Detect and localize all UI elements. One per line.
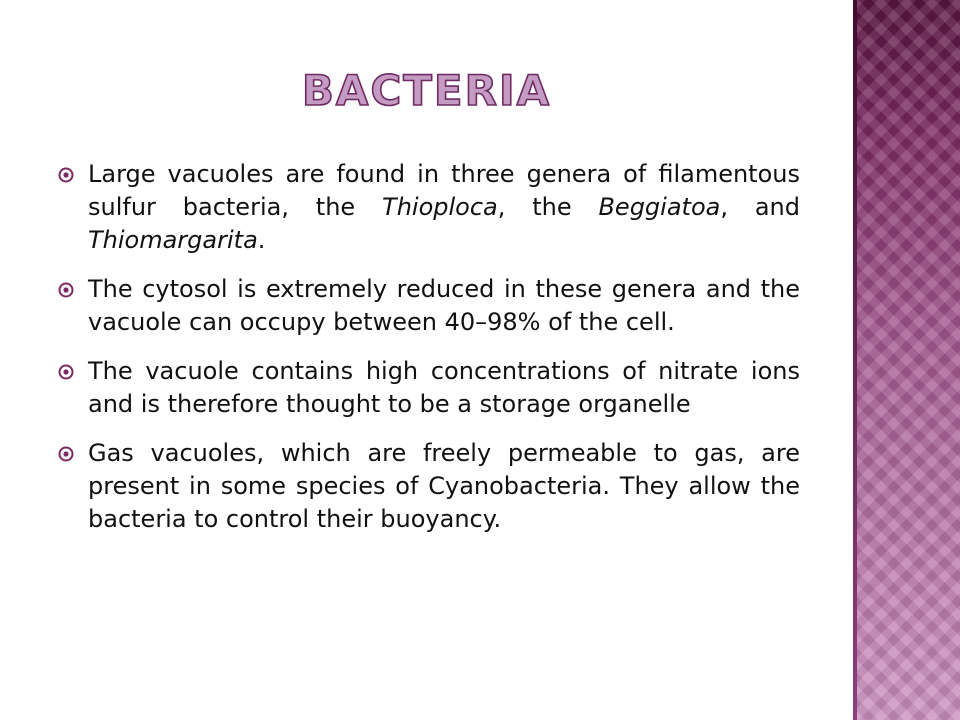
bullet-text: The cytosol is extremely reduced in these genera and the vacuole can occupy between 40–98% of the cell. <box>88 275 800 336</box>
bullet-italic-text: Thioploca <box>382 193 498 221</box>
bullet-text: , and <box>720 193 800 221</box>
bullet-item <box>58 437 800 536</box>
bullet-item <box>58 273 800 339</box>
bullet-text: The vacuole contains high concentrations of nitrate ions and is therefore thought to be a storage organelle <box>88 357 800 418</box>
slide-title: BACTERIA <box>301 66 552 115</box>
bullet-italic-text: Thiomargarita <box>88 226 258 254</box>
target-circle-icon <box>58 167 74 183</box>
target-circle-icon <box>58 282 74 298</box>
bullet-text: . <box>257 226 266 254</box>
bullet-list <box>58 158 800 552</box>
bullet-item <box>58 355 800 421</box>
target-circle-icon <box>58 364 74 380</box>
bullet-text: Large vacuoles are found in three genera of filamentous sulfur bacteria, the <box>88 160 800 221</box>
bullet-italic-text: Beggiatoa <box>598 193 721 221</box>
bullet-text: Gas vacuoles, which are freely permeable to gas, are present in some species of Cyanobacteria. They allow the bacteria to control their buoyancy. <box>88 439 800 533</box>
bullet-item <box>58 158 800 257</box>
side-panel-edge <box>853 0 857 720</box>
target-circle-icon <box>58 446 74 462</box>
bullet-text: , the <box>497 193 599 221</box>
decorative-side-panel <box>853 0 960 720</box>
